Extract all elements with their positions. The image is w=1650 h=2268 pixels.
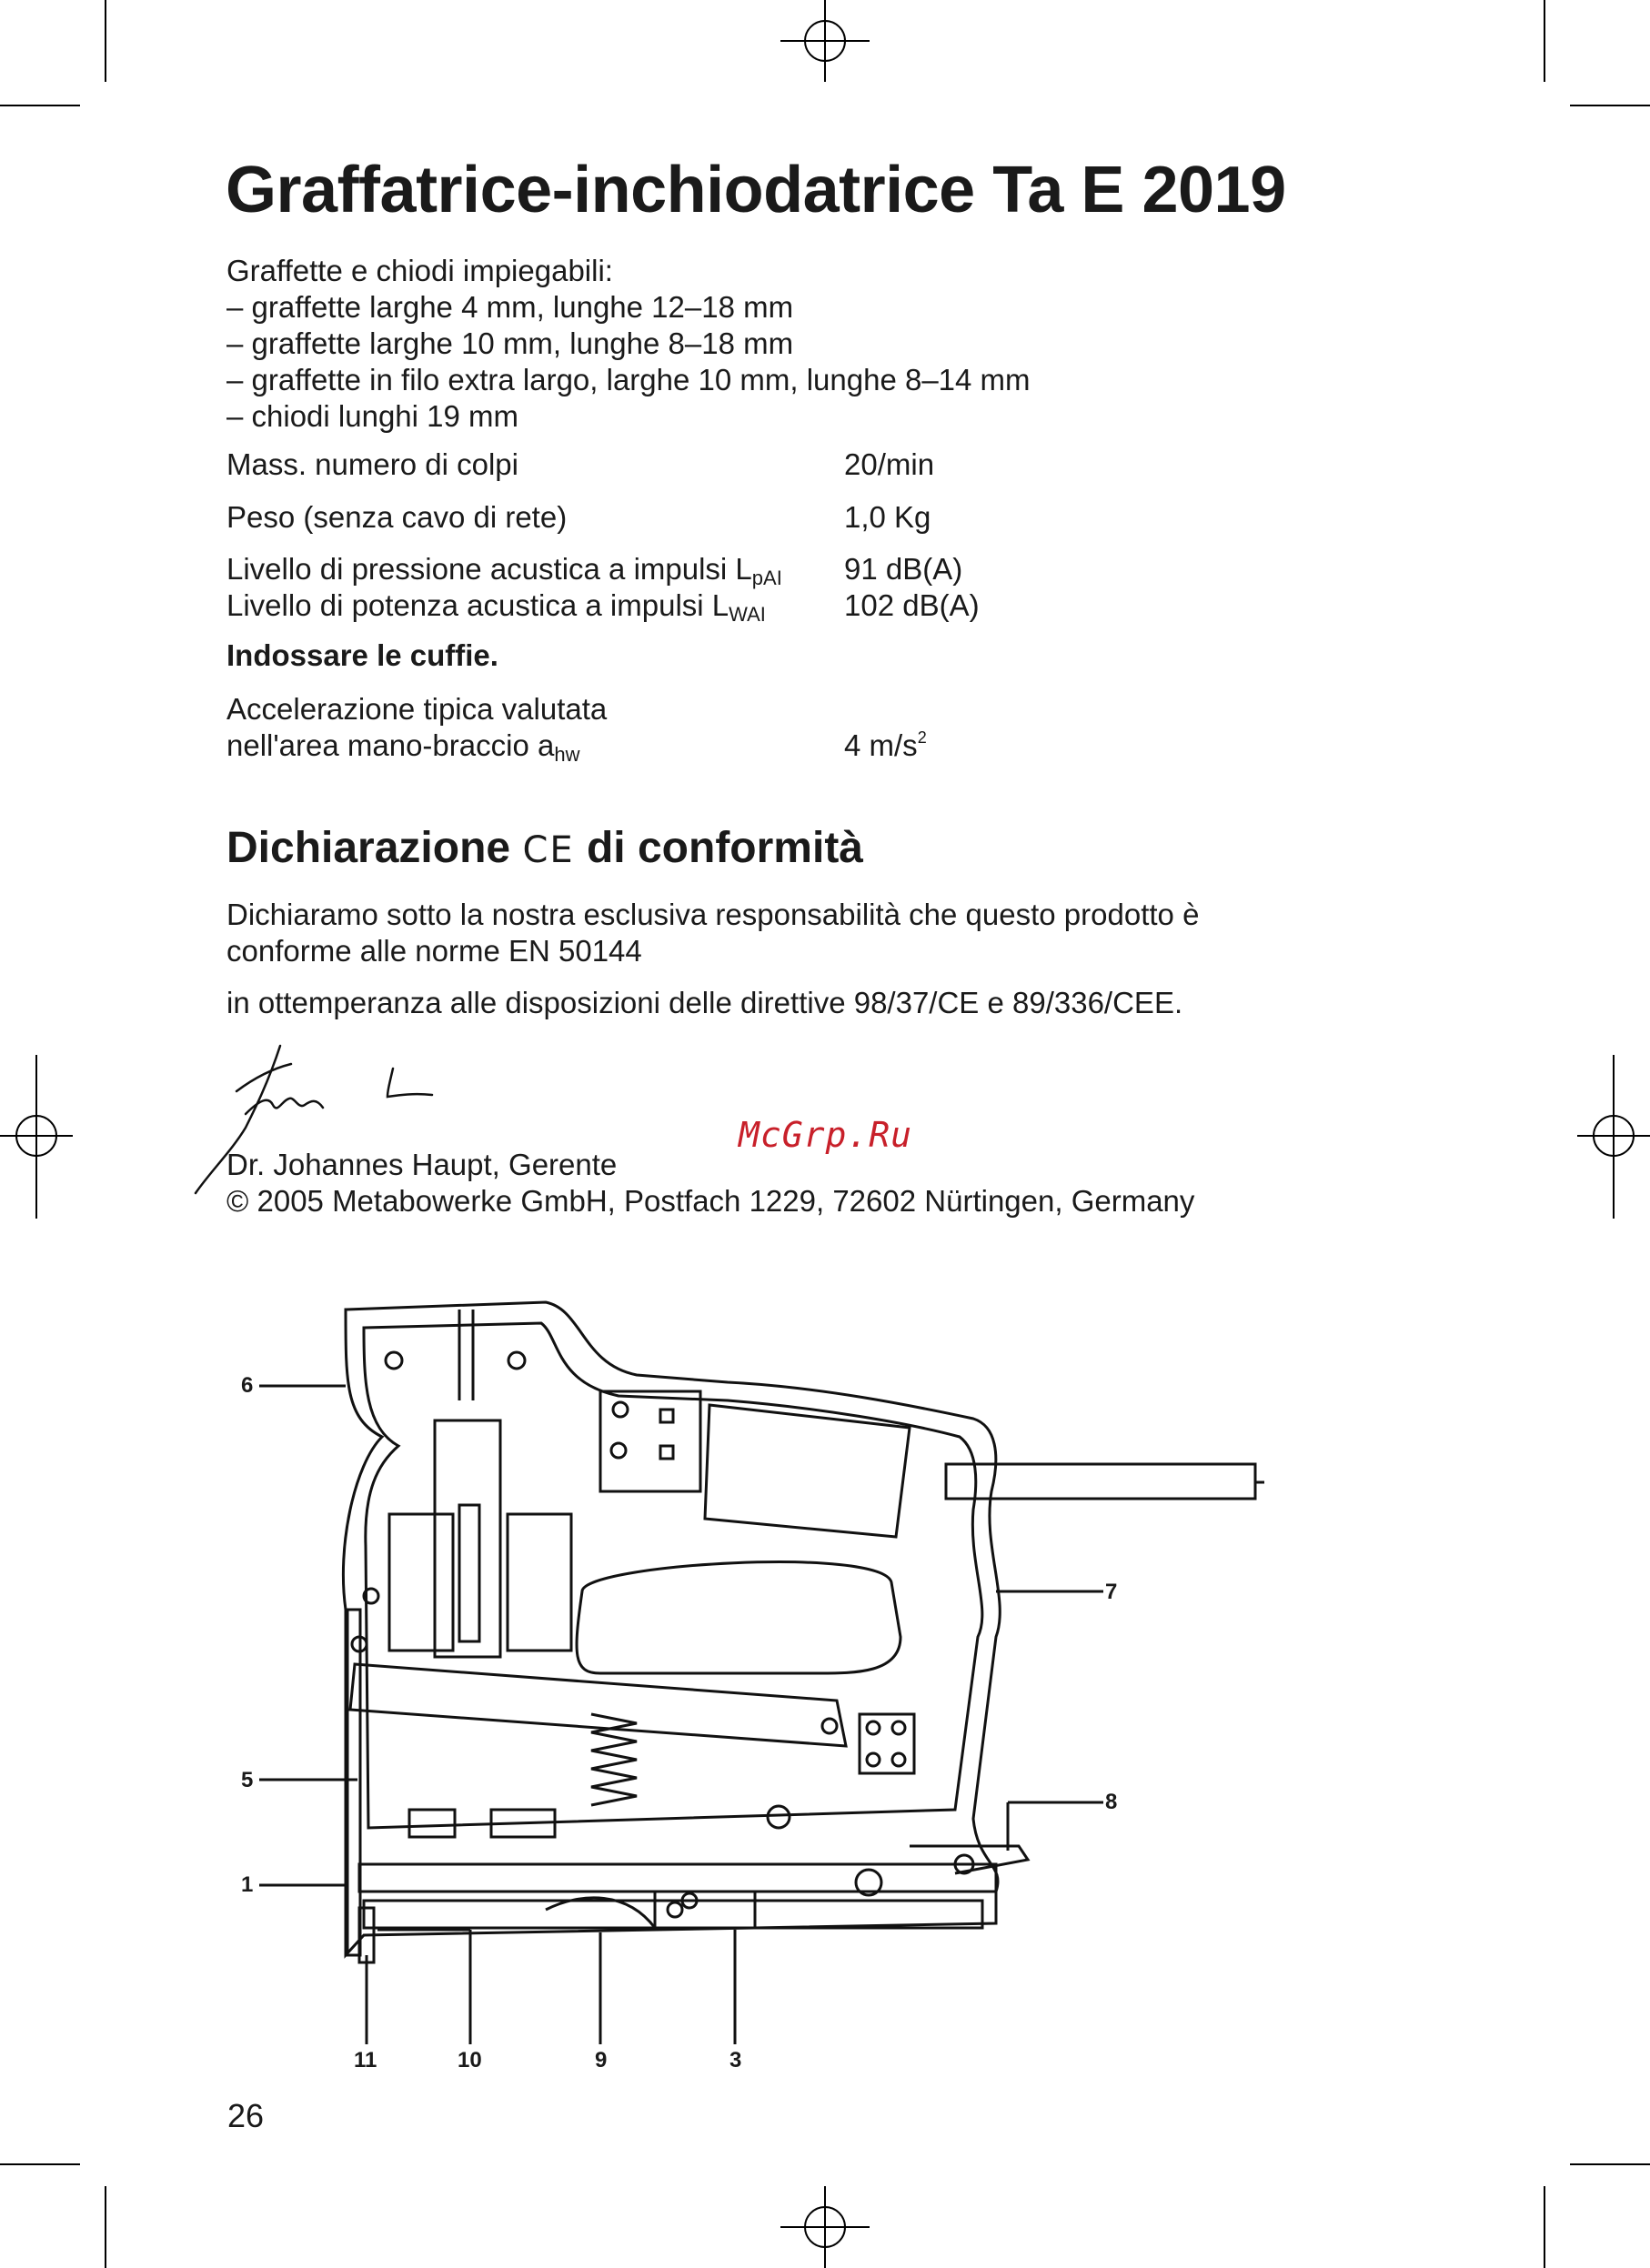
page-number: 26: [227, 2097, 265, 2134]
callout-1: 1: [241, 1872, 254, 1897]
declaration-heading: Dichiarazione CE di conformità: [226, 824, 863, 872]
spec-pressure-label: Livello di pressione acustica a impulsi $L_{pAI}$: [226, 552, 782, 589]
intro-item: – graffette larghe 4 mm, lunghe 12–18 mm: [226, 290, 794, 324]
spec-weight-label: Peso (senza cavo di rete): [226, 500, 568, 534]
spec-weight-value: 1,0 Kg: [844, 500, 931, 534]
intro-heading: Graffette e chiodi impiegabili:: [226, 254, 613, 287]
callout-10: 10: [458, 2048, 482, 2072]
intro-item: – graffette in filo extra largo, larghe 10 mm, lunghe 8–14 mm: [226, 363, 1031, 396]
intro-item: – chiodi lunghi 19 mm: [226, 399, 519, 433]
callout-5: 5: [241, 1768, 254, 1792]
intro-item: – graffette larghe 10 mm, lunghe 8–18 mm: [226, 326, 794, 360]
spec-power-label: Livello di potenza acustica a impulsi $L_{WAI}$: [226, 588, 766, 626]
callout-7: 7: [1105, 1580, 1118, 1604]
callout-11: 11: [354, 2048, 377, 2072]
spec-vibration-label-2: nell'area mano-braccio $a_{hw}$: [226, 728, 580, 766]
ear-protection-note: Indossare le cuffie.: [226, 638, 498, 672]
spec-vibration-label-1: Accelerazione tipica valutata: [226, 692, 608, 726]
callout-9: 9: [595, 2048, 608, 2072]
spec-max-blows-label: Mass. numero di colpi: [226, 447, 518, 481]
spec-pressure-value: 91 dB(A): [844, 552, 963, 586]
declaration-paragraph: Dichiaramo sotto la nostra esclusiva responsabilità che questo prodotto è conforme alle norme EN 50144: [226, 898, 1200, 968]
declaration-directives: in ottemperanza alle disposizioni delle direttive 98/37/CE e 89/336/CEE.: [226, 986, 1183, 1019]
page-title: Graffatrice-inchiodatrice Ta E 2019: [226, 154, 1286, 226]
callout-3: 3: [729, 2048, 742, 2072]
ce-mark-icon: CE: [522, 829, 575, 871]
callout-6: 6: [241, 1373, 254, 1398]
callout-8: 8: [1105, 1790, 1118, 1814]
spec-power-value: 102 dB(A): [844, 588, 980, 622]
spec-vibration-value: 4 $m/s^2$: [844, 728, 927, 762]
copyright-line: © 2005 Metabowerke GmbH, Postfach 1229, 72602 Nürtingen, Germany: [226, 1184, 1195, 1218]
signer-name: Dr. Johannes Haupt, Gerente: [226, 1148, 618, 1181]
watermark: McGrp.Ru: [739, 1115, 913, 1155]
spec-max-blows-value: 20/min: [844, 447, 935, 481]
